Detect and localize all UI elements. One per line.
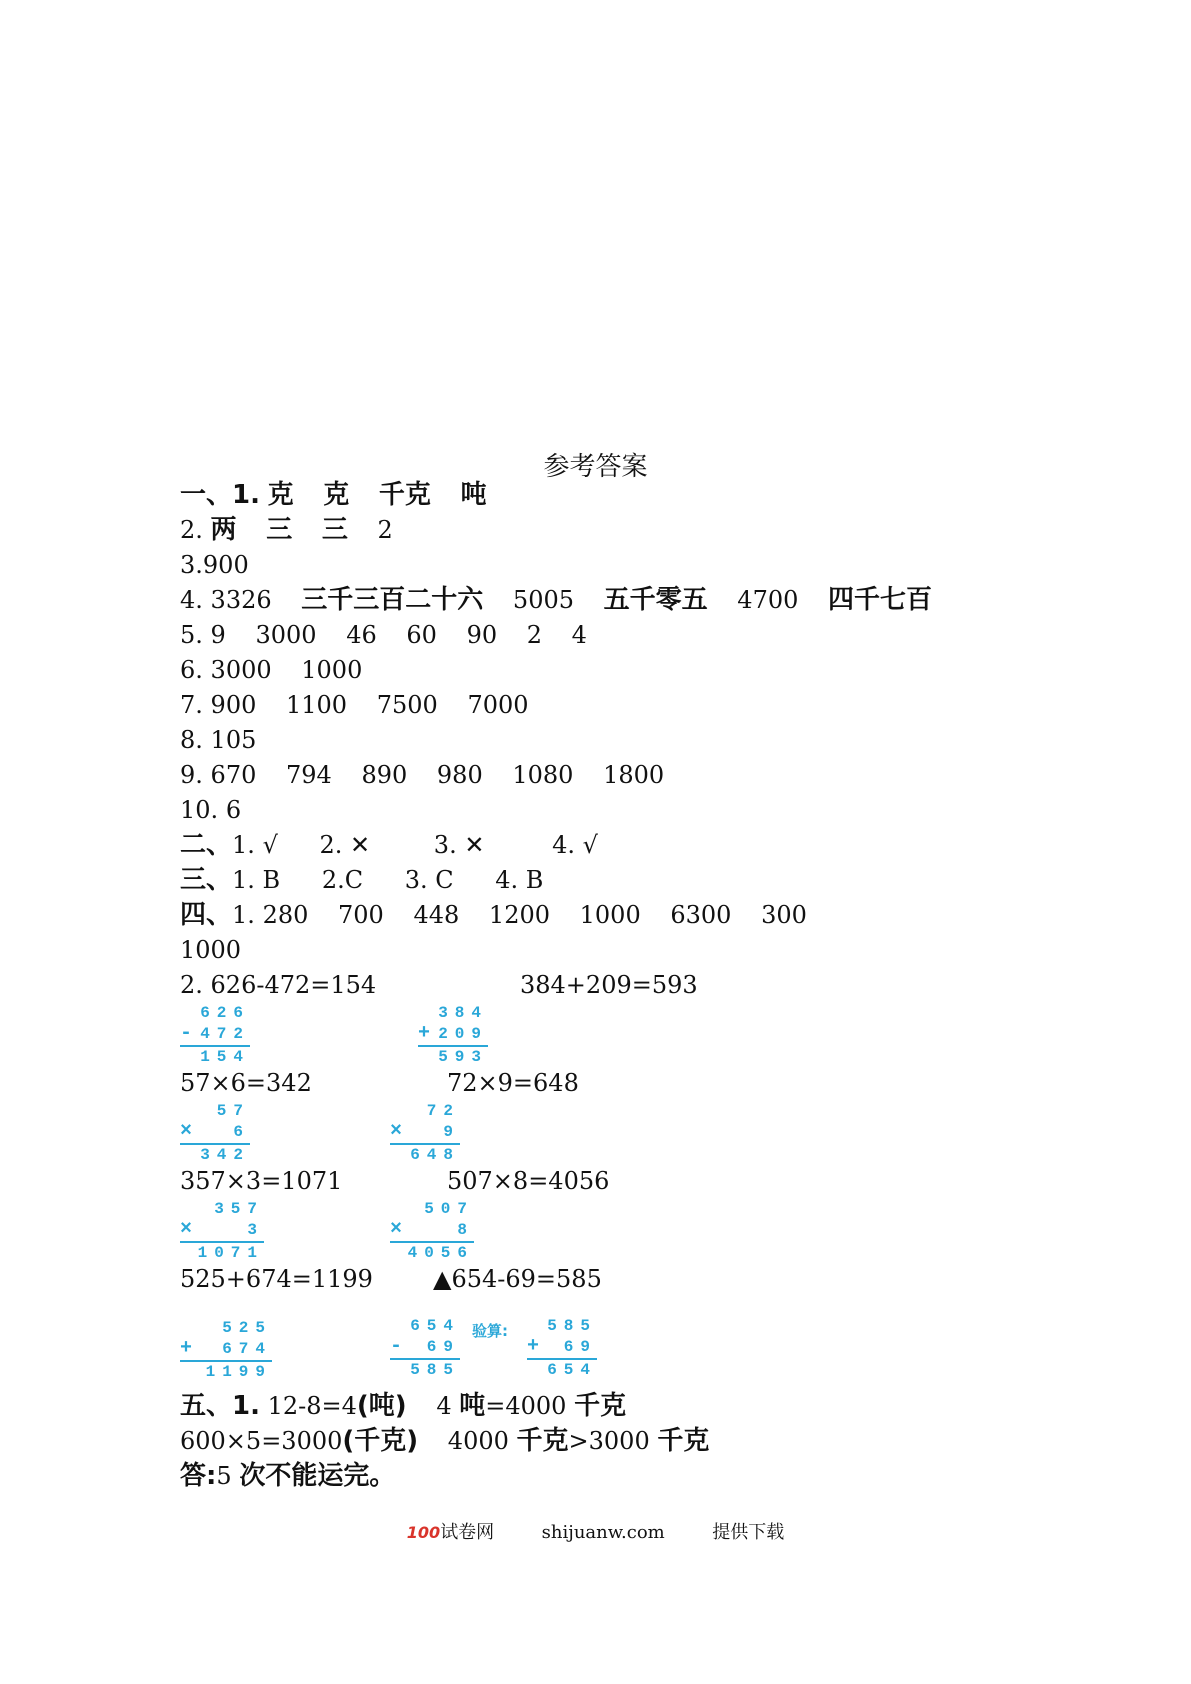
s4-eq4: 72×9=648 — [447, 1069, 579, 1097]
footer-tail: 提供下载 — [712, 1522, 785, 1543]
footer-site-name: 试卷网 — [440, 1522, 495, 1543]
s1-q8: 8. 105 — [180, 726, 257, 754]
vertical-calc-addition-7: 525 + 674 1199 — [180, 1319, 272, 1381]
vertical-calc-verify-addition-9: 585 + 69 654 — [527, 1317, 597, 1379]
s4-eq8: ▲654-69=585 — [433, 1265, 602, 1293]
vertical-calc-multiplication-3: 57 × 6 342 — [180, 1102, 250, 1164]
vertical-calc-multiplication-4: 72 × 9 648 — [390, 1102, 460, 1164]
s4-eq6: 507×8=4056 — [447, 1167, 610, 1195]
s1-q3: 3.900 — [180, 551, 249, 579]
s1-q6: 6. 3000 1000 — [180, 656, 363, 684]
vertical-calc-subtraction-1: 626 - 472 154 — [180, 1004, 250, 1066]
vertical-calc-multiplication-6: 507 × 8 4056 — [390, 1200, 474, 1262]
logo-100-icon: 100 — [406, 1523, 441, 1542]
s4-eq5: 357×3=1071 — [180, 1167, 343, 1195]
vertical-calc-multiplication-5: 357 × 3 1071 — [180, 1200, 264, 1262]
s5-line1: 五、1. 12-8=4(吨) 4 吨=4000 千克 — [180, 1391, 627, 1421]
s3-line: 三、1. B 2.C 3. C 4. B — [180, 865, 544, 895]
s5-answer: 答:5 次不能运完。 — [180, 1461, 396, 1491]
s1-q5: 5. 9 3000 46 60 90 2 4 — [180, 621, 587, 649]
s2-line: 二、1. √ 2. ✕ 3. ✕ 4. √ — [180, 830, 598, 860]
s4-q1-continued: 1000 — [180, 936, 242, 964]
s4-eq1: 2. 626-472=154 — [180, 971, 377, 999]
s1-q7: 7. 900 1100 7500 7000 — [180, 691, 529, 719]
vertical-calc-subtraction-8: 654 - 69 585 — [390, 1317, 460, 1379]
s1-q9: 9. 670 794 890 980 1080 1800 — [180, 761, 665, 789]
s1-q2: 2. 两 三 三 2 — [180, 515, 393, 545]
footer-url[interactable]: shijuanw.com — [541, 1522, 665, 1543]
s1-q4: 4. 3326 三千三百二十六 5005 五千零五 4700 四千七百 — [180, 585, 933, 615]
vertical-calc-addition-2: 384 + 209 593 — [418, 1004, 488, 1066]
s4-q1: 四、1. 280 700 448 1200 1000 6300 300 — [180, 900, 807, 930]
page-title: 参考答案 — [543, 452, 648, 482]
s1-q10: 10. 6 — [180, 796, 242, 824]
verify-label: 验算: — [472, 1322, 508, 1340]
s5-line2: 600×5=3000(千克) 4000 千克>3000 千克 — [180, 1426, 710, 1456]
s4-eq7: 525+674=1199 — [180, 1265, 373, 1293]
footer — [0, 1518, 1191, 1544]
s1-q1: 一、1. 克 克 千克 吨 — [180, 480, 487, 510]
s4-eq3: 57×6=342 — [180, 1069, 312, 1097]
s4-eq2: 384+209=593 — [520, 971, 698, 999]
